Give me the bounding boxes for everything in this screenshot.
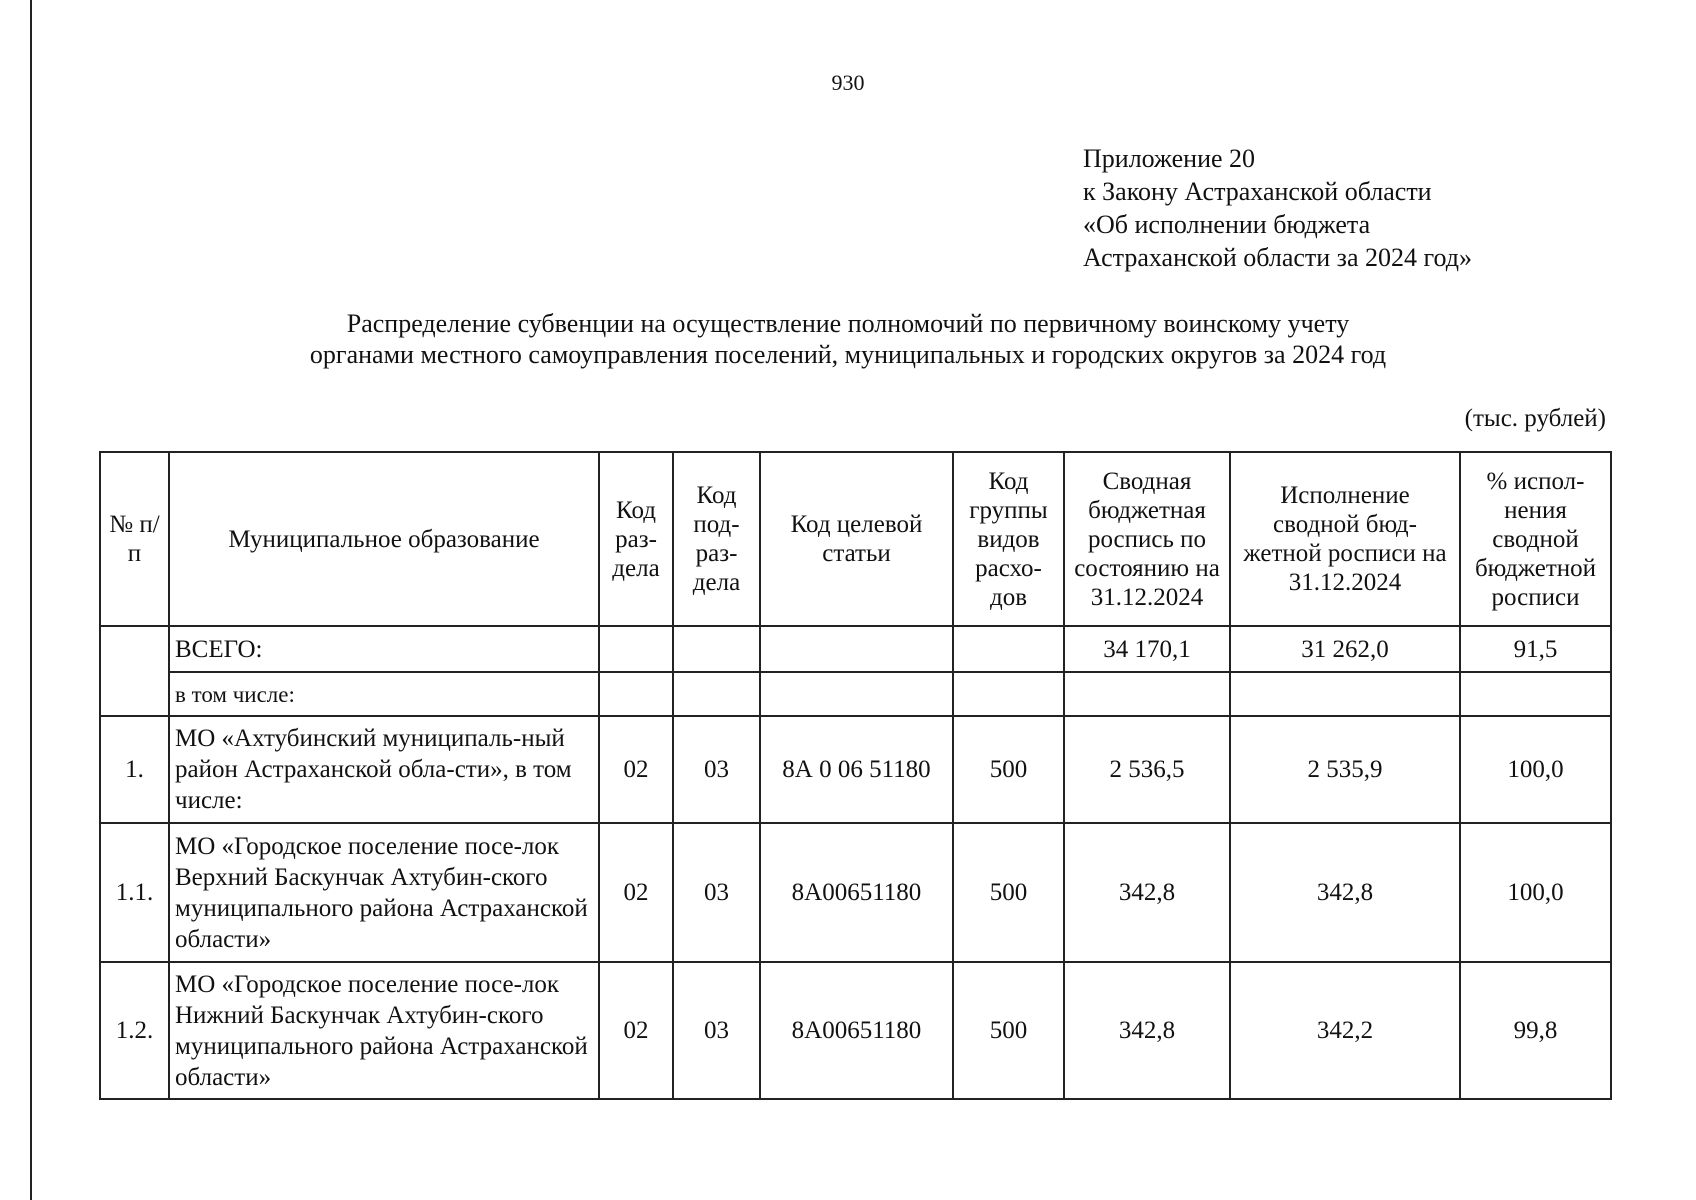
appendix-line-4: Астраханской области за 2024 год» xyxy=(1083,243,1472,272)
appendix-block xyxy=(1083,142,1472,274)
row-subsection-code: 03 xyxy=(673,962,760,1099)
title-line-1: Распределение субвенции на осуществление полномочий по первичному воинскому учету xyxy=(346,309,1350,338)
header-section-code: Код раз-дела xyxy=(599,452,673,626)
row-execution: 342,2 xyxy=(1230,962,1460,1099)
row-municipality: МО «Городское поселение посе-лок Верхний Баскунчак Ахтубин-ского муниципального района Астраханской области» xyxy=(169,823,599,962)
row-subsection-code: 03 xyxy=(673,716,760,823)
row-budget-plan: 342,8 xyxy=(1064,823,1230,962)
binding-edge-line xyxy=(30,0,32,1200)
table-row-total xyxy=(100,626,1611,672)
row-expense-group-code: 500 xyxy=(953,716,1064,823)
row-execution: 2 535,9 xyxy=(1230,716,1460,823)
row-section-code: 02 xyxy=(599,823,673,962)
header-num: № п/п xyxy=(100,452,169,626)
header-expense-group-code: Код группы видов расхо-дов xyxy=(953,452,1064,626)
row-budget-plan: 2 536,5 xyxy=(1064,716,1230,823)
total-label: ВСЕГО: xyxy=(169,626,599,672)
row-section-code: 02 xyxy=(599,962,673,1099)
total-group-cell xyxy=(953,626,1064,672)
row-execution-percent: 99,8 xyxy=(1460,962,1611,1099)
distribution-table xyxy=(99,451,1612,1100)
total-percent: 91,5 xyxy=(1460,626,1611,672)
row-num: 1.2. xyxy=(100,962,169,1099)
header-municipality: Муниципальное образование xyxy=(169,452,599,626)
table-row-including xyxy=(100,672,1611,716)
row-target-code: 8А00651180 xyxy=(760,962,953,1099)
total-num-cell xyxy=(100,626,169,716)
header-execution: Исполнение сводной бюд-жетной росписи на 31.12.2024 xyxy=(1230,452,1460,626)
appendix-line-3: «Об исполнении бюджета xyxy=(1083,210,1371,239)
total-target-cell xyxy=(760,626,953,672)
row-execution: 342,8 xyxy=(1230,823,1460,962)
including-label: в том числе: xyxy=(169,672,599,716)
row-expense-group-code: 500 xyxy=(953,823,1064,962)
header-execution-percent: % испол-нения сводной бюджетной росписи xyxy=(1460,452,1611,626)
row-num: 1. xyxy=(100,716,169,823)
table-row xyxy=(100,716,1611,823)
appendix-line-1: Приложение 20 xyxy=(1083,144,1256,173)
total-execution: 31 262,0 xyxy=(1230,626,1460,672)
row-num: 1.1. xyxy=(100,823,169,962)
total-section-cell xyxy=(599,626,673,672)
row-municipality: МО «Городское поселение посе-лок Нижний Баскунчак Ахтубин-ского муниципального района Астраханской области» xyxy=(169,962,599,1099)
row-subsection-code: 03 xyxy=(673,823,760,962)
header-budget-plan: Сводная бюджетная роспись по состоянию на 31.12.2024 xyxy=(1064,452,1230,626)
header-target-code: Код целевой статьи xyxy=(760,452,953,626)
header-subsection-code: Код под-раз-дела xyxy=(673,452,760,626)
row-execution-percent: 100,0 xyxy=(1460,823,1611,962)
document-title xyxy=(0,308,1696,370)
row-target-code: 8А 0 06 51180 xyxy=(760,716,953,823)
title-line-2: органами местного самоуправления поселений, муниципальных и городских округов за 2024 год xyxy=(309,340,1387,369)
table-row xyxy=(100,962,1611,1099)
row-expense-group-code: 500 xyxy=(953,962,1064,1099)
units-label: (тыс. рублей) xyxy=(1464,405,1606,432)
row-budget-plan: 342,8 xyxy=(1064,962,1230,1099)
page-number: 930 xyxy=(831,70,865,95)
table-row xyxy=(100,823,1611,962)
total-plan: 34 170,1 xyxy=(1064,626,1230,672)
row-execution-percent: 100,0 xyxy=(1460,716,1611,823)
row-target-code: 8А00651180 xyxy=(760,823,953,962)
total-subsection-cell xyxy=(673,626,760,672)
row-municipality: МО «Ахтубинский муниципаль-ный район Астраханской обла-сти», в том числе: xyxy=(169,716,599,823)
appendix-line-2: к Закону Астраханской области xyxy=(1083,177,1432,206)
row-section-code: 02 xyxy=(599,716,673,823)
table-header-row xyxy=(100,452,1611,626)
